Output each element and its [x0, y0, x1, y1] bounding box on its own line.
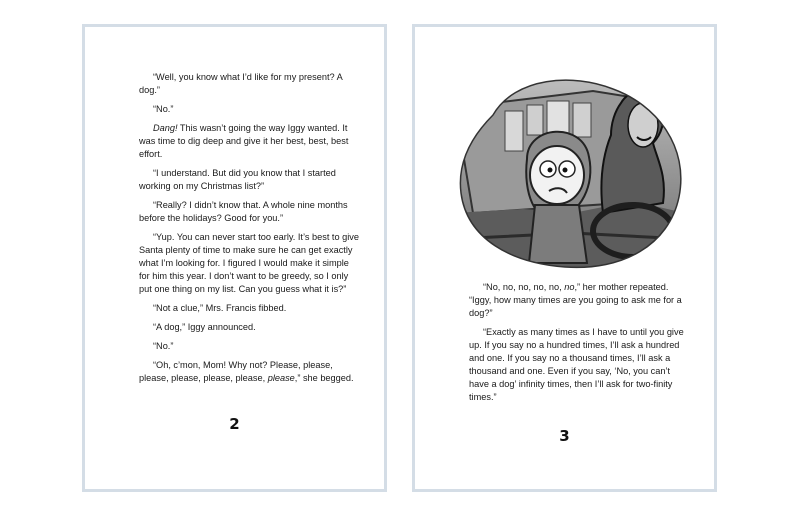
page-text	[469, 281, 691, 410]
page-number: 2	[229, 415, 240, 433]
paragraph: “No.”	[153, 341, 174, 351]
page-text	[139, 71, 361, 391]
paragraph: “No, no, no, no, no, no,” her mother repeated. “Iggy, how many times are you going to ask me for a dog?”	[469, 282, 682, 318]
paragraph: “Exactly as many times as I have to until you give up. If you say no a hundred times, I’ll ask a hundred and one. If you say no a thousand times, I’ll ask a thousand and one. Even if you say, ‘No, you can’t have a dog’ infinity times, then I’ll ask for two-finity times.”	[469, 327, 684, 402]
emphasis-text: no	[564, 282, 575, 292]
book-page-right	[412, 24, 717, 492]
paragraph: “Really? I didn’t know that. A whole nine months before the holidays? Good for you.”	[139, 200, 348, 223]
paragraph: “Well, you know what I’d like for my present? A dog.”	[139, 72, 343, 95]
paragraph: “A dog,” Iggy announced.	[153, 322, 256, 332]
paragraph: “Yup. You can never start too early. It’s best to give Santa plenty of time to make sure he can get exactly what I’m looking for. I figured I would make it simple for him this year. I don’t want to be greedy, so I only put one thing on my list. Can you guess what it is?”	[139, 232, 359, 294]
paragraph: “I understand. But did you know that I started working on my Christmas list?”	[139, 168, 336, 191]
paragraph: Dang! This wasn’t going the way Iggy wanted. It was time to dig deep and give it her best, best, best effort.	[139, 123, 349, 159]
illustration-girl-in-car	[453, 63, 685, 275]
paragraph: “No.”	[153, 104, 174, 114]
book-page-left	[82, 24, 387, 492]
emphasis-text: Dang!	[153, 123, 178, 133]
paragraph: “Not a clue,” Mrs. Francis fibbed.	[153, 303, 287, 313]
paragraph: “Oh, c’mon, Mom! Why not? Please, please, please, please, please, please, please,” she begged.	[139, 360, 354, 383]
emphasis-text: please	[267, 373, 295, 383]
page-number: 3	[559, 427, 570, 445]
